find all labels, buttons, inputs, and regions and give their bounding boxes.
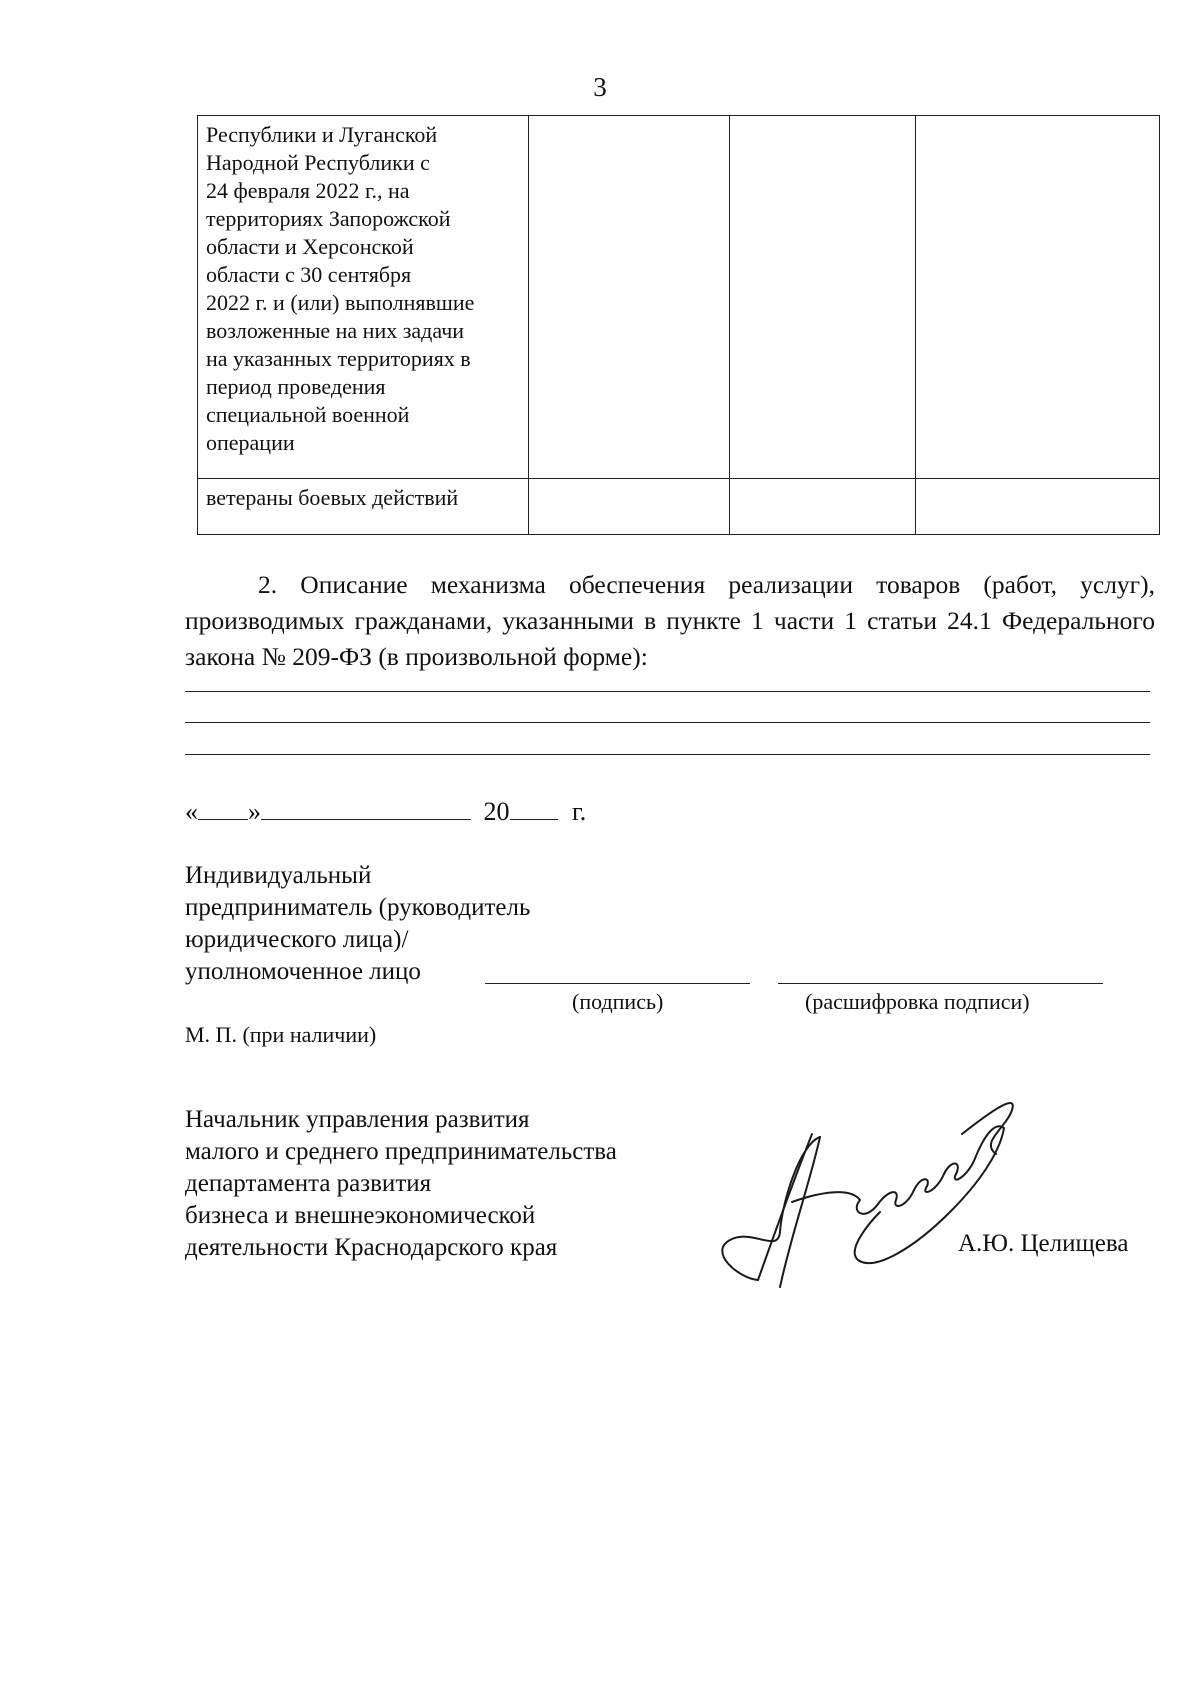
blank-answer-line[interactable] bbox=[185, 691, 1150, 692]
stamp-note: М. П. (при наличии) bbox=[185, 1022, 377, 1047]
official-position: Начальник управления развития малого и среднего предпринимательства департамента развития бизнеса и внешнеэкономической деятельности Краснодарского края bbox=[185, 1106, 617, 1261]
table-cell bbox=[916, 479, 1160, 535]
signatory-title: Индивидуальный предприниматель (руководитель юридического лица)/ уполномоченное лицо bbox=[185, 862, 531, 985]
continuation-table bbox=[197, 115, 1160, 535]
year-blank[interactable] bbox=[510, 795, 558, 820]
page-number: 3 bbox=[593, 72, 607, 102]
table-cell bbox=[529, 116, 730, 479]
signature-caption: (подпись) bbox=[572, 989, 664, 1014]
decoding-caption: (расшифровка подписи) bbox=[805, 989, 1030, 1014]
section-2-paragraph: 2. Описание механизма обеспечения реализации товаров (работ, услуг), производимых гражданами, указанными в пункте 1 части 1 статьи 24.1 Федерального закона № 209-ФЗ (в произвольной форме): bbox=[185, 570, 1155, 671]
table-cell bbox=[730, 116, 916, 479]
table-cell bbox=[198, 116, 529, 479]
year-suffix: г. bbox=[572, 797, 587, 826]
table-row bbox=[198, 479, 1160, 535]
cell-text: ветераны боевых действий bbox=[206, 485, 459, 510]
handwritten-signature bbox=[700, 1082, 1030, 1292]
month-blank[interactable] bbox=[261, 795, 471, 820]
blank-answer-line[interactable] bbox=[185, 754, 1150, 755]
signature-blank[interactable] bbox=[485, 983, 750, 984]
year-prefix: 20 bbox=[483, 797, 510, 826]
cell-text: Республики и Луганской Народной Республики с 24 февраля 2022 г., на территориях Запорожской области и Херсонской области с 30 сентября 2022 г. и (или) выполнявшие возложенные на них задачи на указанных территориях в период проведения специальной военной операции bbox=[206, 122, 475, 455]
official-name: А.Ю. Целищева bbox=[958, 1230, 1129, 1257]
signature-stroke bbox=[962, 1103, 1013, 1154]
table-cell bbox=[529, 479, 730, 535]
open-quote: « bbox=[185, 797, 198, 826]
table-row bbox=[198, 116, 1160, 479]
table-cell bbox=[916, 116, 1160, 479]
close-quote: » bbox=[248, 797, 261, 826]
signature-stroke bbox=[878, 1174, 944, 1206]
date-line bbox=[185, 795, 586, 827]
table-cell bbox=[730, 479, 916, 535]
blank-answer-line[interactable] bbox=[185, 722, 1150, 723]
signature-stroke bbox=[722, 1137, 820, 1280]
table-cell bbox=[198, 479, 529, 535]
signature-decoding-blank[interactable] bbox=[778, 983, 1103, 984]
signature-stroke bbox=[758, 1134, 812, 1280]
day-blank[interactable] bbox=[198, 795, 248, 820]
